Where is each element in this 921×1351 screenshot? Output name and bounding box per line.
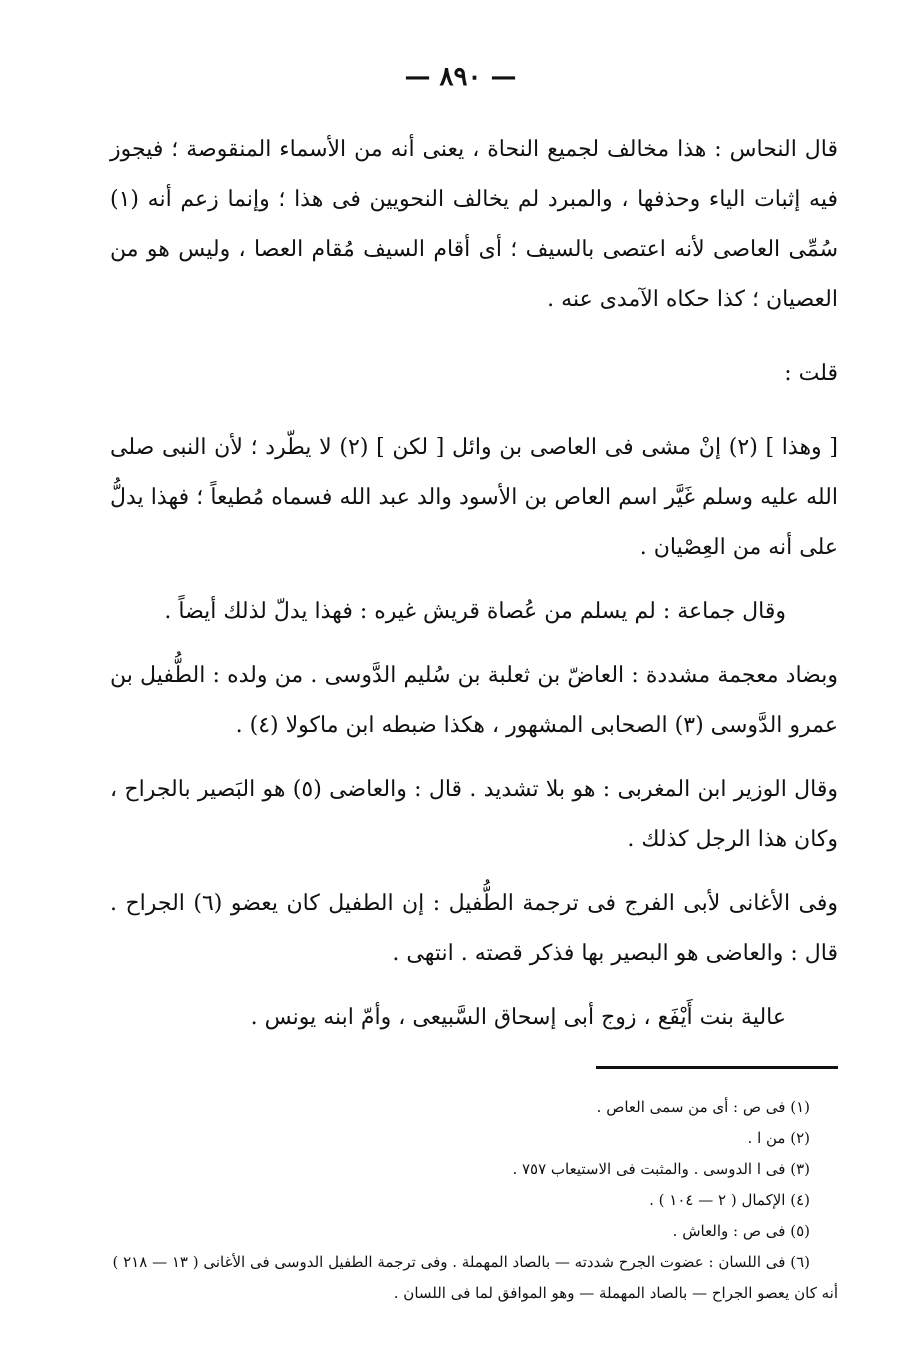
footnote: (٢) من ا .	[747, 1129, 810, 1147]
footnote: (٥) فى ص : والعاش .	[672, 1222, 810, 1240]
main-text	[110, 125, 838, 1043]
page-number: — ٨٩٠ —	[404, 62, 517, 92]
paragraph-nahhas: قال النحاس : هذا مخالف لجميع النحاة ، يعنى أنه من الأسماء المنقوصة ؛ فيجوز فيه إثبات الياء وحذفها ، والمبرد لم يخالف النحويين فى هذا ؛ وإنما زعم أنه (١) سُمِّى العاصى لأنه اعتصى بالسيف ؛ أى أقام السيف مُقام العصا ، وليس هو من العصيان ؛ كذا حكاه الآمدى عنه .	[110, 137, 838, 312]
paragraph-qultu: قلت :	[784, 361, 838, 386]
footnote-divider	[596, 1066, 838, 1069]
paragraph-bidad: وبضاد معجمة مشددة : العاضّ بن ثعلبة بن سُليم الدَّوسى . من ولده : الطُّفيل بن عمرو الدَّوسى (٣) الصحابى المشهور ، هكذا ضبطه ابن ماكولا (٤) .	[110, 663, 838, 738]
footnote-continuation: أنه كان يعصو الجراح — بالصاد المهملة — وهو الموافق لما فى اللسان .	[393, 1284, 838, 1302]
footnote: (٦) فى اللسان : عضوت الجرح شددته — بالصاد المهملة . وفى ترجمة الطفيل الدوسى فى الأغانى ( ١٣ — ٢١٨ )	[112, 1253, 810, 1271]
paragraph-jamaa: وقال جماعة : لم يسلم من عُصاة قريش غيره : فهذا يدلّ لذلك أيضاً .	[164, 599, 786, 624]
footnotes	[110, 1092, 838, 1309]
paragraph-wahadha: [ وهذا ] (٢) إنْ مشى فى العاصى بن وائل [ لكن ] (٢) لا يطّرد ؛ لأن النبى صلى الله عليه وسلم غَيَّر اسم العاص بن الأسود والد عبد الله فسماه مُطيعاً ؛ فهذا يدلُّ على أنه من العِصْيان .	[110, 435, 838, 560]
paragraph-wazir: وقال الوزير ابن المغربى : هو بلا تشديد . قال : والعاضى (٥) هو البَصير بالجراح ، وكان هذا الرجل كذلك .	[110, 777, 838, 852]
footnote: (١) فى ص : أى من سمى العاص .	[596, 1098, 810, 1116]
paragraph-aliya: عالية بنت أَيْفَع ، زوج أبى إسحاق السَّبيعى ، وأمّ ابنه يونس .	[250, 1005, 786, 1030]
footnote: (٣) فى ا الدوسى . والمثبت فى الاستيعاب ٧٥٧ .	[512, 1160, 810, 1178]
footnote: (٤) الإكمال ( ٢ — ١٠٤ ) .	[649, 1191, 810, 1209]
paragraph-aghani: وفى الأغانى لأبى الفرج فى ترجمة الطُّفيل : إن الطفيل كان يعضو (٦) الجراح . قال : والعاضى هو البصير بها فذكر قصته . انتهى .	[110, 891, 838, 966]
